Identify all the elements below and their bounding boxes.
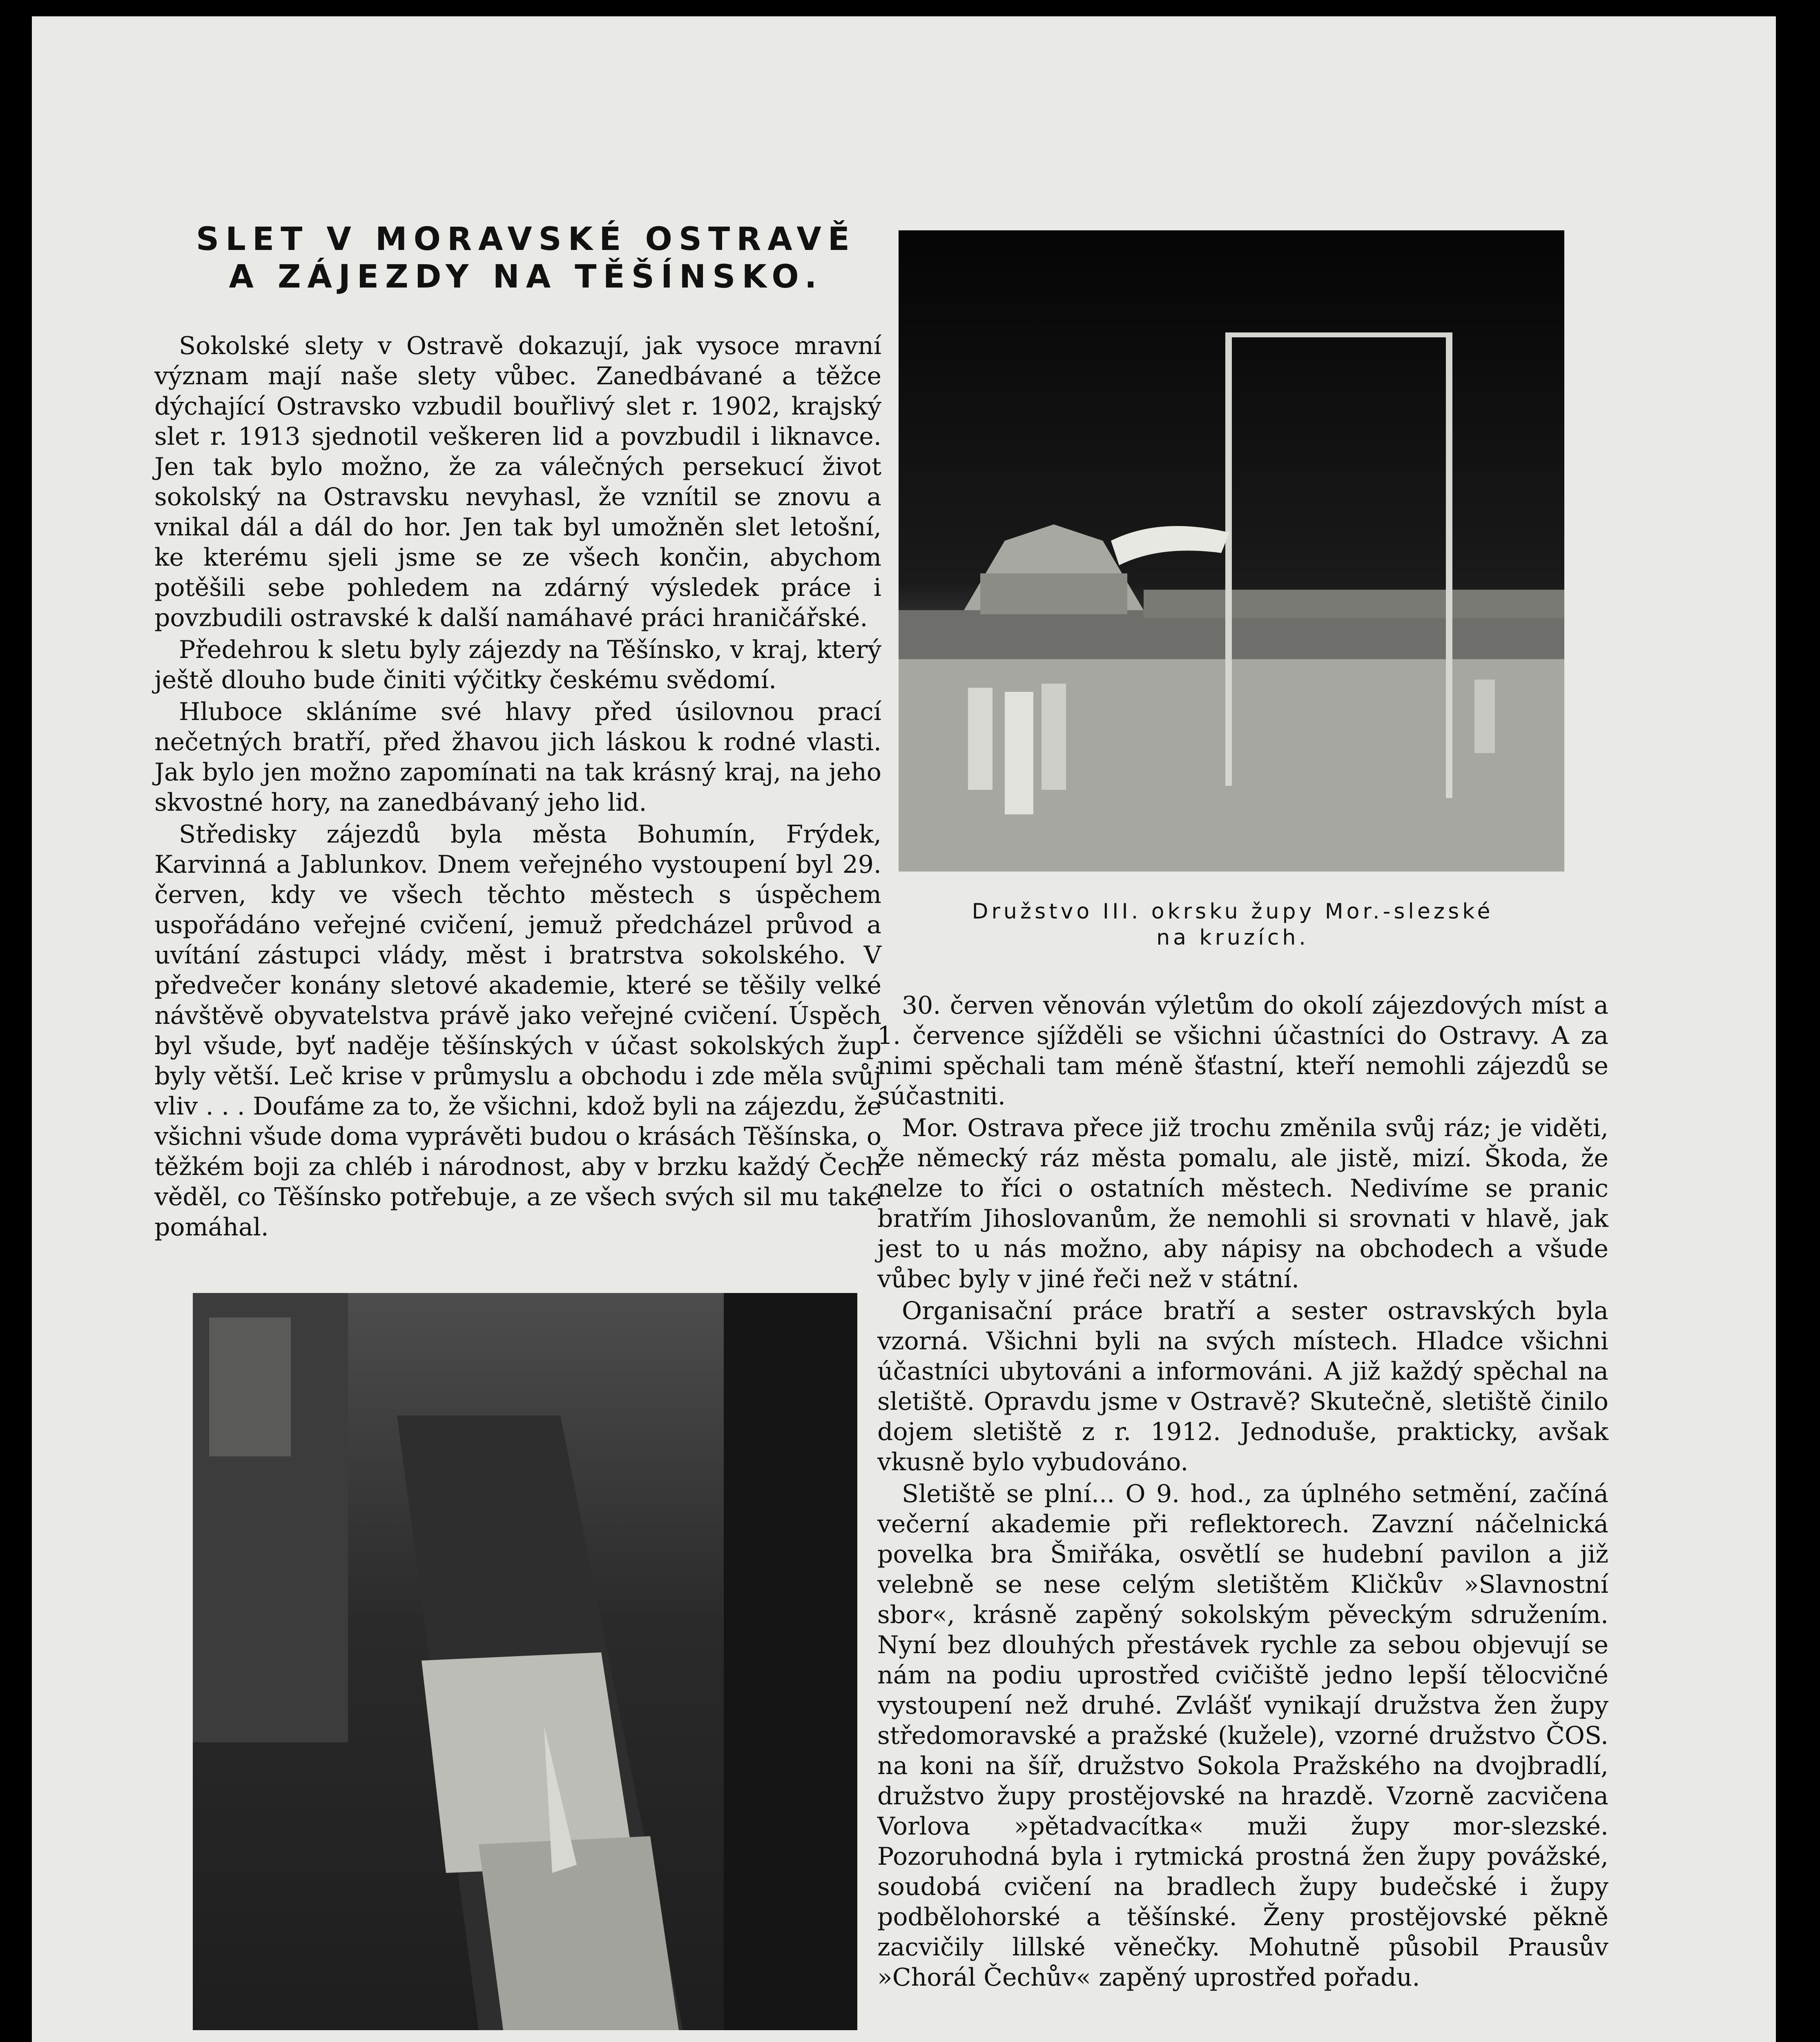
title-line-2: A ZÁJEZDY NA TĚŠÍNSKO. — [229, 259, 823, 295]
magazine-page — [32, 16, 1776, 2042]
paragraph: Mor. Ostrava přece již trochu změnila svůj ráz; je viděti, že německý ráz města pomalu, ale jistě, mizí. Škoda, že nelze to říci o ostatních městech. Nedivíme se pranic bratřím Jihoslovanům, že nemohli si srovnati v hlavě, jak jest to u nás možno, aby nápisy na obchodech a všude vůbec byly v jiné řeči než v státní. — [877, 1114, 1608, 1293]
paragraph: Sletiště se plní... O 9. hod., za úplného setmění, začíná večerní akademie při reflektorech. Zavzní náčelnická povelka bra Šmiřáka, osvětlí se hudební pavilon a již velebně se nese celým sletištěm Kličkův »Slavnostní sbor«, krásně zapěný sokolským pěveckým sdružením. Nyní bez dlouhých přestávek rychle za sebou objevují se nám na podiu uprostřed cvičiště jedno lepší tělocvičné vystoupení než druhé. Zvlášť vynikají družstva žen župy středomoravské a pražské (kužele), vzorné družstvo ČOS. na koni na šíř, družstvo Sokola Pražského na dvojbradlí, družstvo župy prostějovské na hrazdě. Vzorně zacvičena Vorlova »pětadvacítka« muži župy mor-slezské. Pozoruhodná byla i rytmická prostná žen župy povážské, soudobá cvičení na bradlech župy budečské i župy podbělohorské a těšínské. Ženy prostějovské pěkně zacvičily lillské věnečky. Mohutně působil Prausův »Chorál Čechův« zapěný uprostřed pořadu. — [877, 1480, 1608, 1992]
caption-line: na kruzích. — [1156, 925, 1309, 950]
rings-photo-illustration — [899, 230, 1564, 872]
left-column — [154, 331, 881, 1244]
paragraph: 30. červen věnován výletům do okolí zájezdových míst a 1. července sjížděli se všichni účastníci do Ostravy. A za nimi spěchali tam méně šťastní, kteří nemohli zájezdů se súčastniti. — [877, 991, 1608, 1110]
gymnastics-rings-photo — [899, 230, 1564, 872]
caption-line: Družstvo III. okrsku župy Mor.-slezské — [972, 899, 1494, 924]
paragraph: Hluboce skláníme své hlavy před úsilovnou prací nečetných bratří, před žhavou jich láskou k rodné vlasti. Jak bylo jen možno zapomínati na tak krásný kraj, na jeho skvostné hory, na zanedbávaný jeho lid. — [154, 698, 881, 817]
paragraph: Předehrou k sletu byly zájezdy na Těšínsko, v kraj, který ještě dlouho bude činiti výčitky českému svědomí. — [154, 635, 881, 694]
paragraph: Středisky zájezdů byla města Bohumín, Frýdek, Karvinná a Jablunkov. Dnem veřejného vystoupení byl 29. červen, kdy ve všech těchto městech s úspěchem uspořádáno veřejné cvičení, jemuž předcházel průvod a uvítání zástupci vlády, měst i bratrstva sokolského. V předvečer konány sletové akademie, které se těšily velké návštěvě obyvatelstva právě jako veřejné cvičení. Úspěch byl všude, byť naděje těšínských v účast sokolských žup byly větší. Leč krise v průmyslu a obchodu i zde měla svůj vliv . . . Doufáme za to, že všichni, kdož byli na zájezdu, že všichni všude doma vyprávěti budou o krásách Těšínska, o těžkém boji za chléb i národnost, aby v brzku každý Čech věděl, co Těšínsko potřebuje, a ze všech svých sil mu také pomáhal. — [154, 820, 881, 1242]
title-line-1: SLET V MORAVSKÉ OSTRAVĚ — [196, 221, 856, 258]
parade-photo-illustration — [193, 1293, 857, 2030]
right-column — [877, 990, 1608, 1994]
paragraph: Organisační práce bratří a sester ostravských byla vzorná. Všichni byli na svých místech. Hladce všichni účastníci ubytováni a informováni. A již každý spěchal na sletiště. Opravdu jsme v Ostravě? Skutečně, sletiště činilo dojem sletiště z r. 1912. Jednoduše, prakticky, avšak vkusně bylo vybudováno. — [877, 1297, 1608, 1476]
paragraph: Sokolské slety v Ostravě dokazují, jak vysoce mravní význam mají naše slety vůbec. Zanedbávané a těžce dýchající Ostravsko vzbudil bouřlivý slet r. 1902, krajský slet r. 1913 sjednotil veškeren lid a povzbudil i liknavce. Jen tak bylo možno, že za válečných persekucí život sokolský na Ostravsku nevyhasl, že vznítil se znovu a vnikal dál a dál do hor. Jen tak byl umožněn slet letošní, ke kterému sjeli jsme se ze všech končin, abychom potěšili sebe pohledem na zdárný výsledek práce i povzbudili ostravské k další namáhavé práci hraničářské. — [154, 332, 881, 632]
rings-photo-caption — [885, 898, 1580, 951]
article-title — [158, 221, 894, 296]
youth-parade-photo — [193, 1293, 857, 2030]
